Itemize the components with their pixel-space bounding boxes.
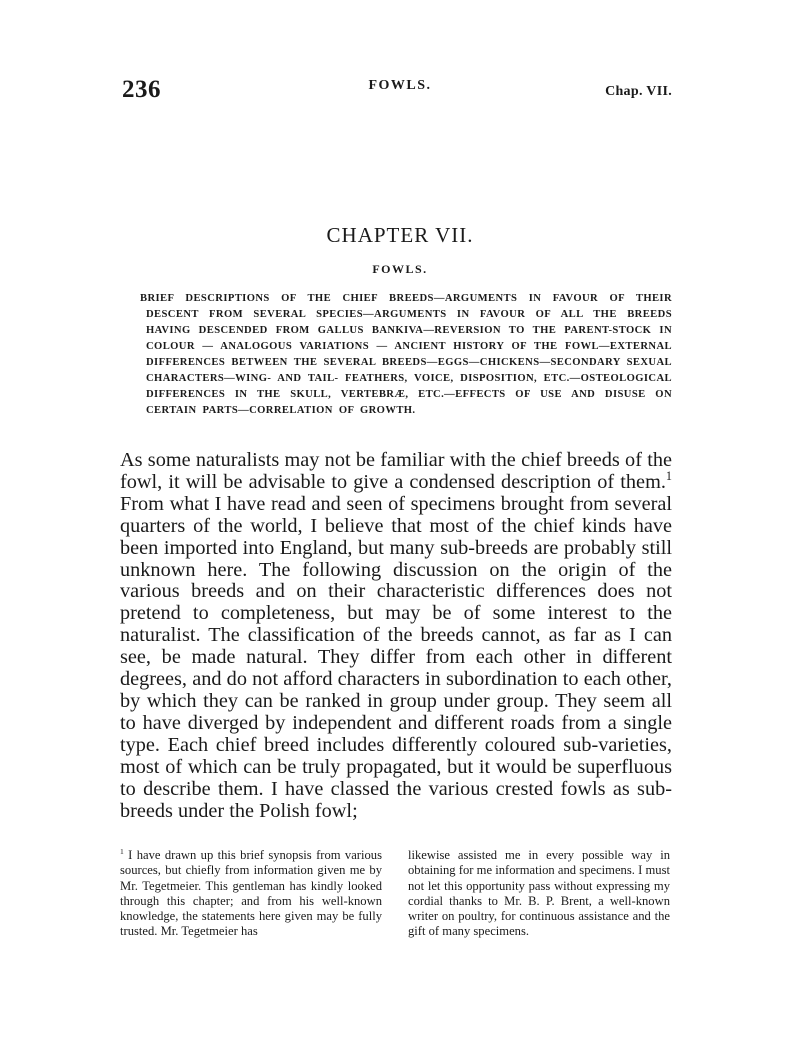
footnote-reference: 1 [665,469,672,484]
running-chapter: Chap. VII. [605,84,672,99]
running-title: FOWLS. [368,78,432,93]
footnote-left-text: I have drawn up this brief synopsis from various sources, but chiefly from information given me by Mr. Tegetmeier. This gentleman has kindly looked through this chapter; and from his well-known knowledge, the statements here given may be fully trusted. Mr. Tegetmeier has [120,848,382,939]
footnote-marker: 1 [120,846,124,856]
chapter-synopsis: BRIEF DESCRIPTIONS OF THE CHIEF BREEDS—ARGUMENTS IN FAVOUR OF THEIR DESCENT FROM SEVERAL SPECIES—ARGUMENTS IN FAVOUR OF ALL THE BREEDS HAVING DESCENDED FROM GALLUS BANKIVA—REVERSION TO THE PARENT-STOCK IN COLOUR — ANALOGOUS VARIATIONS — ANCIENT HISTORY OF THE FOWL—EXTERNAL DIFFERENCES BETWEEN THE SEVERAL BREEDS—EGGS—CHICKENS—SECONDARY SEXUAL CHARACTERS—WING- AND TAIL- FEATHERS, VOICE, DISPOSITION, ETC.—OSTEOLOGICAL DIFFERENCES IN THE SKULL, VERTEBRÆ, ETC.—EFFECTS OF USE AND DISUSE ON CERTAIN PARTS—CORRELATION OF GROWTH. [140,293,672,416]
footnote-right-column: likewise assisted me in every possible way in obtaining for me information and specimens. I must not let this opportunity pass without expressing my cordial thanks to Mr. B. P. Brent, a well-known writer on poultry, for continuous assistance and the gift of many specimens. [408,848,670,939]
body-text-part-2: From what I have read and seen of specimens brought from several quarters of the world, I believe that most of the chief kinds have been imported into England, but many sub-breeds are probably still unknown here. The following discussion on the origin of the various breeds and on their characteristic differences does not pretend to completeness, but may be of some interest to the naturalist. The classification of the breeds cannot, as far as I can see, be made natural. They differ from each other in different degrees, and do not afford characters in subordination to each other, by which they can be ranked in group under group. They seem all to have diverged by independent and different roads from a single type. Each chief breed includes differently coloured sub-varieties, most of which can be truly propagated, but it would be superfluous to describe them. I have classed the various crested fowls as sub-breeds under the Polish fowl; [120,492,672,822]
footnote-left-column [120,848,382,940]
chapter-subtitle: FOWLS. [372,262,428,276]
chapter-heading: CHAPTER VII. [326,223,474,247]
running-head [0,76,800,106]
body-paragraph [120,450,672,822]
body-text-part-1: As some naturalists may not be familiar with the chief breeds of the fowl, it will be advisable to give a condensed description of them. [120,449,672,493]
page-number: 236 [122,76,161,103]
